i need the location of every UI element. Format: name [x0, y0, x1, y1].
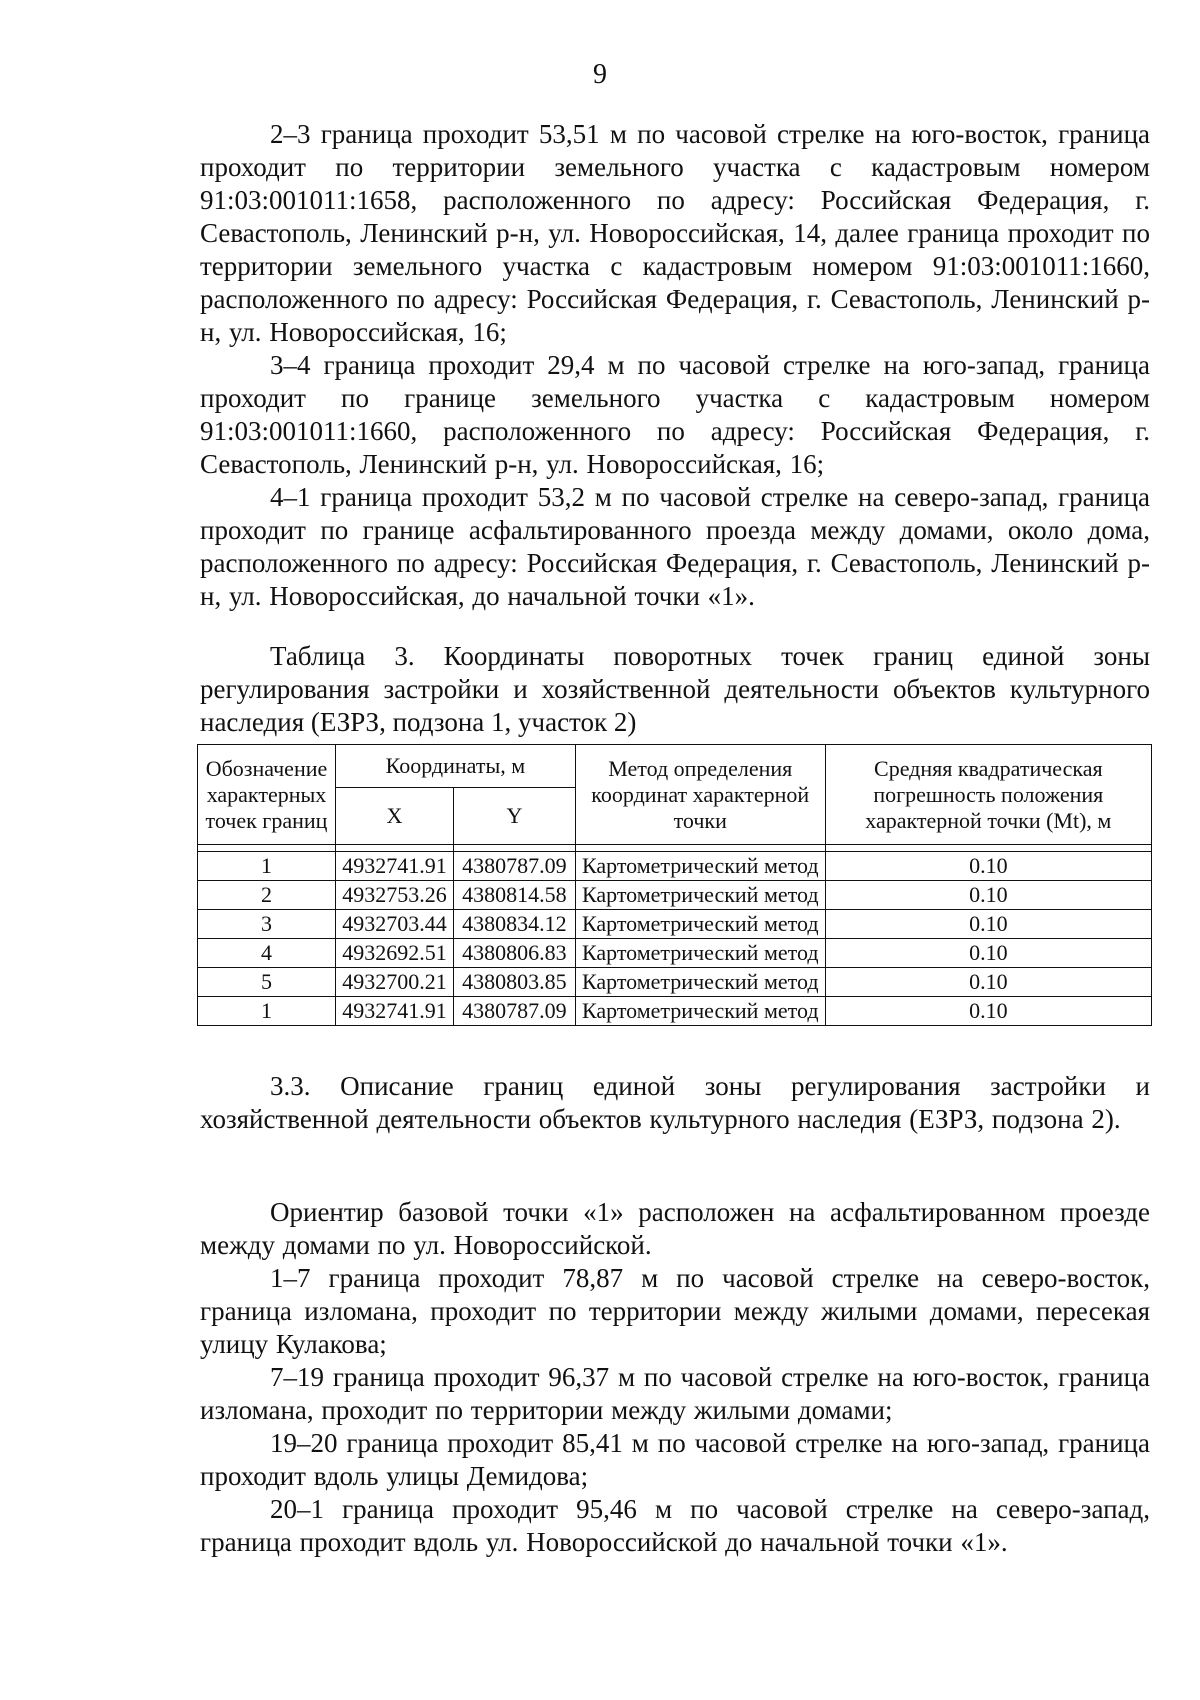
table-row — [198, 939, 1152, 968]
cell-x: 4932741.91 — [335, 997, 453, 1026]
paragraph-segment-1-7: 1–7 граница проходит 78,87 м по часовой стрелке на северо-восток, граница изломана, проходит по территории между жилыми домами, пересекая улицу Кулакова; — [200, 1263, 1150, 1359]
header-method: Метод определения координат характерной точки — [575, 745, 825, 845]
cell-point: 1 — [198, 997, 336, 1026]
paragraph-base-point: Ориентир базовой точки «1» расположен на асфальтированном проезде между домами по ул. Новороссийской. — [200, 1197, 1150, 1260]
section-heading: 3.3. Описание границ единой зоны регулирования застройки и хозяйственной деятельности объектов культурного наследия (ЕЗРЗ, подзона 2). — [200, 1071, 1150, 1134]
cell-error: 0.10 — [825, 910, 1151, 939]
table-caption-block — [200, 640, 1150, 739]
cell-y: 4380787.09 — [453, 997, 575, 1026]
section-3-3-heading-block — [200, 1070, 1150, 1136]
cell-method: Картометрический метод — [575, 939, 825, 968]
cell-error: 0.10 — [825, 939, 1151, 968]
cell-method: Картометрический метод — [575, 910, 825, 939]
cell-y: 4380834.12 — [453, 910, 575, 939]
table-caption: Таблица 3. Координаты поворотных точек границ единой зоны регулирования застройки и хозяйственной деятельности объектов культурного наследия (ЕЗРЗ, подзона 1, участок 2) — [200, 641, 1150, 737]
cell-error: 0.10 — [825, 852, 1151, 881]
cell-method: Картометрический метод — [575, 997, 825, 1026]
header-error: Средняя квадратическая погрешность положения характерной точки (Mt), м — [825, 745, 1151, 845]
paragraph-segment-3-4: 3–4 граница проходит 29,4 м по часовой стрелке на юго-запад, граница проходит по границе земельного участка с кадастровым номером 91:03:001011:1660, расположенного по адресу: Российская Федерация, г. Севастополь, Ленинский р-н, ул. Новороссийская, 16; — [200, 350, 1150, 479]
cell-method: Картометрический метод — [575, 881, 825, 910]
cell-error: 0.10 — [825, 997, 1151, 1026]
cell-y: 4380803.85 — [453, 968, 575, 997]
coordinates-table — [197, 744, 1152, 1026]
cell-y: 4380814.58 — [453, 881, 575, 910]
header-coordinates: Координаты, м — [335, 745, 575, 788]
cell-method: Картометрический метод — [575, 852, 825, 881]
cell-x: 4932703.44 — [335, 910, 453, 939]
cell-x: 4932700.21 — [335, 968, 453, 997]
cell-x: 4932753.26 — [335, 881, 453, 910]
cell-point: 2 — [198, 881, 336, 910]
paragraph-segment-19-20: 19–20 граница проходит 85,41 м по часовой стрелке на юго-запад, граница проходит вдоль улицы Демидова; — [200, 1428, 1150, 1491]
cell-method: Картометрический метод — [575, 968, 825, 997]
table-spacer-row — [198, 845, 1152, 852]
table-row — [198, 852, 1152, 881]
cell-error: 0.10 — [825, 881, 1151, 910]
cell-point: 4 — [198, 939, 336, 968]
boundary-description-section — [200, 118, 1150, 613]
subzone-2-description — [200, 1196, 1150, 1559]
paragraph-segment-2-3: 2–3 граница проходит 53,51 м по часовой стрелке на юго-восток, граница проходит по территории земельного участка с кадастровым номером 91:03:001011:1658, расположенного по адресу: Российская Федерация, г. Севастополь, Ленинский р-н, ул. Новороссийская, 14, далее граница проходит по территории земельного участка с кадастровым номером 91:03:001011:1660, расположенного по адресу: Российская Федерация, г. Севастополь, Ленинский р-н, ул. Новороссийская, 16; — [200, 119, 1150, 347]
cell-error: 0.10 — [825, 968, 1151, 997]
cell-point: 3 — [198, 910, 336, 939]
cell-x: 4932692.51 — [335, 939, 453, 968]
page-number: 9 — [593, 59, 607, 90]
paragraph-segment-4-1: 4–1 граница проходит 53,2 м по часовой стрелке на северо-запад, граница проходит по границе асфальтированного проезда между домами, около дома, расположенного по адресу: Российская Федерация, г. Севастополь, Ленинский р-н, ул. Новороссийская, до начальной точки «1». — [200, 482, 1150, 611]
table-row — [198, 968, 1152, 997]
cell-y: 4380787.09 — [453, 852, 575, 881]
header-x: X — [335, 788, 453, 845]
header-y: Y — [453, 788, 575, 845]
paragraph-segment-20-1: 20–1 граница проходит 95,46 м по часовой стрелке на северо-запад, граница проходит вдоль ул. Новороссийской до начальной точки «1». — [200, 1494, 1150, 1557]
header-designation: Обозначение характерных точек границ — [198, 745, 336, 845]
table-row — [198, 881, 1152, 910]
cell-point: 5 — [198, 968, 336, 997]
cell-point: 1 — [198, 852, 336, 881]
table-row — [198, 910, 1152, 939]
cell-x: 4932741.91 — [335, 852, 453, 881]
cell-y: 4380806.83 — [453, 939, 575, 968]
table-row — [198, 997, 1152, 1026]
paragraph-segment-7-19: 7–19 граница проходит 96,37 м по часовой стрелке на юго-восток, граница изломана, проходит по территории между жилыми домами; — [200, 1362, 1150, 1425]
